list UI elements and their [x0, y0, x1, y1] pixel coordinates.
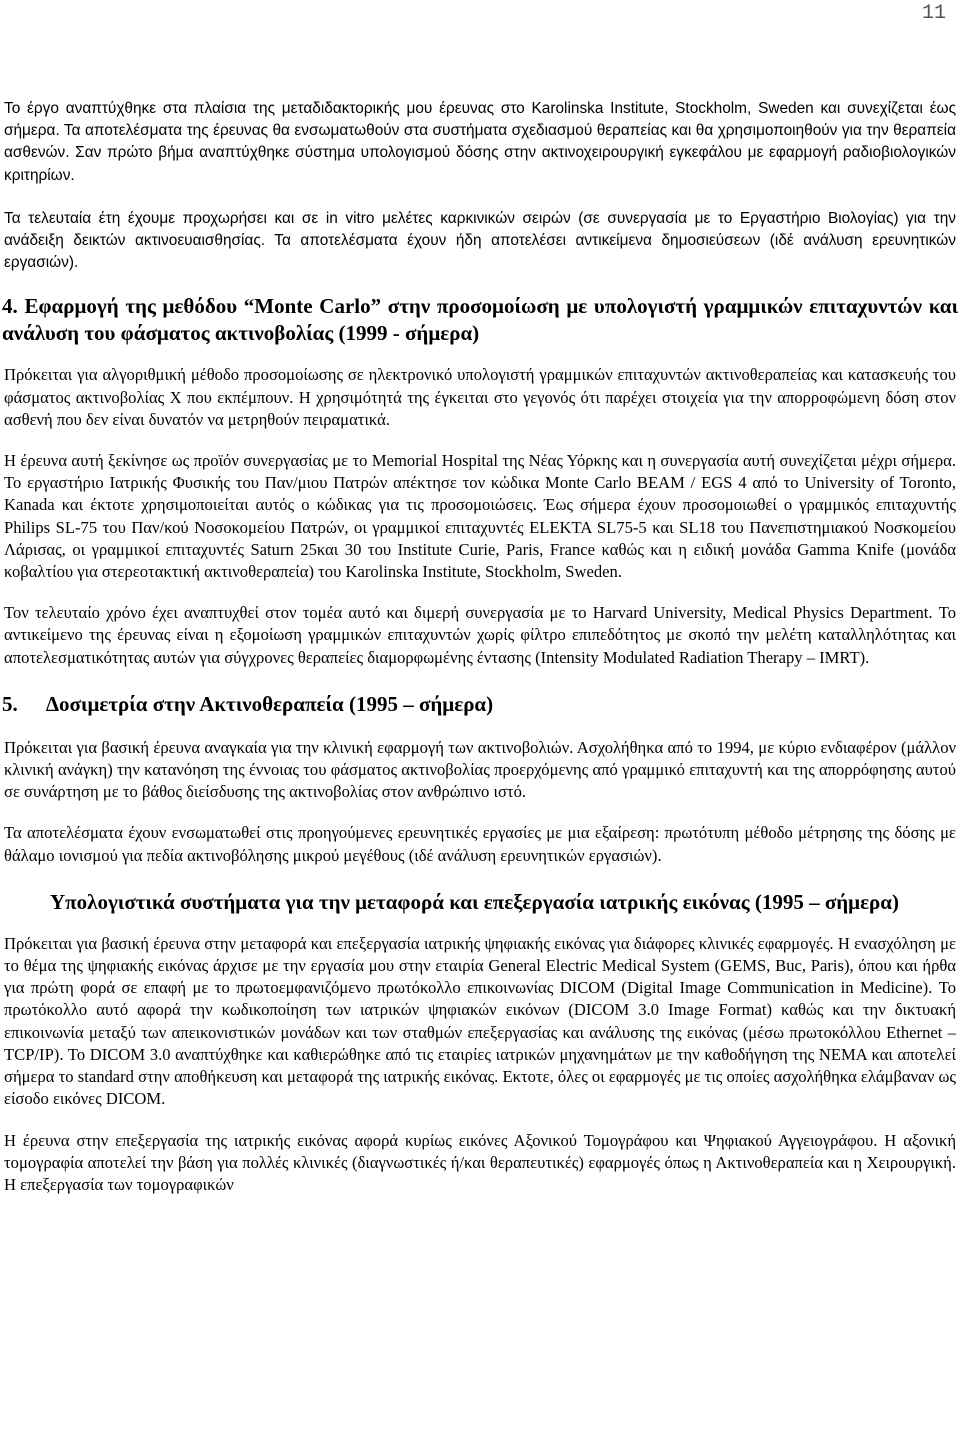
section-4-number: 4. [2, 294, 18, 319]
section-4-paragraph-3: Τον τελευταίο χρόνο έχει αναπτυχθεί στον τομέα αυτό και διμερή συνεργασία με το Harvard University, Medical Physics Department. Το αντικείμενο της έρευνας είναι η εξομοίωση γραμμικών επιταχυντών χωρίς φίλτρο επιπεδότητος με σκοπό την μελέτη καταλληλότητας και αποτελεσματικότητας αυτών για σύγχρονες θεραπείες διαμορφωμένης έντασης (Intensity Modulated Radiation Therapy – IMRT). [4, 603, 956, 667]
page-number: 11 [921, 2, 946, 25]
section-5-paragraph-2: Τα αποτελέσματα έχουν ενσωματωθεί στις προηγούμενες ερευνητικές εργασίες με μια εξαίρεση: πρωτότυπη μέθοδο μέτρησης της δόσης με θάλαμο ιονισμού για πεδία ακτινοβόλησης μικρού μεγέθους (ιδέ ανάλυση ερευνητικών εργασιών). [4, 823, 956, 865]
section-4-paragraph-2: Η έρευνα αυτή ξεκίνησε ως προϊόν συνεργασίας με το Memorial Hospital της Νέας Υόρκης και η συνεργασία αυτή συνεχίζεται μέχρι σήμερα. Το εργαστήριο Ιατρικής Φυσικής του Παν/μιου Πατρών απέκτησε τον κώδικα Monte Carlo BEAM / EGS 4 από το University of Toronto, Kanada και έκτοτε χρησιμοποιείται αυτός ο κώδικας για τις προσομοιώσεις. Έως σήμερα έχουν προσομοιωθεί ο γραμμικός επιταχυντής Philips SL-75 του Παν/κού Νοσοκομείου Πατρών, οι γραμμικοί επιταχυντές ELEKTA SL75-5 και SL18 του Πανεπιστημιακού Νοσκομείου Λάρισας, οι γραμμικοί επιταχυντές Saturn 25και 30 του Institute Curie, Paris, France καθώς και η ειδική μονάδα Gamma Knife (μονάδα κοβαλτίου για στερεοτακτική ακτινοθεραπεία) του Karolinska Institute, Stockholm, Sweden. [4, 451, 956, 582]
document-body [0, 98, 960, 1196]
intro-block [0, 98, 960, 274]
section-6-paragraph-1: Πρόκειται για βασική έρευνα στην μεταφορά και επεξεργασία ιατρικής ψηφιακής εικόνας για διάφορες κλινικές εφαρμογές. Η ενασχόληση με το θέμα της ψηφιακής εικόνας άρχισε με την εργασία μου στην εταιρία General Electric Medical System (GEMS, Buc, Paris), όπου και ήρθα για πρώτη φορά σε επαφή με το πρωτοεμφανιζόμενο πρωτόκολλο επικοινωνίας DICOM (Digital Image Communication in Medicine). Το πρωτόκολλο αυτό αφορά την κωδικοποίηση των ιατρικών ψηφιακών εικόνων (DICOM 3.0 Image Format) καθώς και την δικτυακή επικοινωνία μεταξύ των απεικονιστικών μονάδων και των σταθμών επεξεργασίας και ανάλυσης της εικόνας (μέσω πρωτοκόλλου Ethernet – TCP/IP). Το DICOM 3.0 αναπτύχθηκε και καθιερώθηκε από τις εταιρίες ιατρικών μηχανημάτων με την καθοδήγηση της NEMA και αποτελεί σήμερα το standard στην αποθήκευση και μεταφορά της ιατρικής εικόνας. Εκτοτε, όλες οι εφαρμογές με τις οποίες ασχολήθηκα ελάμβαναν ως είσοδο εικόνες DICOM. [4, 933, 956, 1109]
section-5-title: Δοσιμετρία στην Ακτινοθεραπεία (1995 – σήμερα) [45, 691, 494, 716]
section-5-number: 5. [2, 691, 18, 716]
intro-paragraph-1: Το έργο αναπτύχθηκε στα πλαίσια της μεταδιδακτορικής μου έρευνας στο Karolinska Institute, Stockholm, Sweden και συνεχίζεται έως σήμερα. Τα αποτελέσματα της έρευνας θα ενσωματωθούν στα συστήματα σχεδιασμού θεραπείας και θα χρησιμοποιηθούν για την θεραπεία ασθενών. Σαν πρώτο βήμα αναπτύχθηκε σύστημα υπολογισμού δόσης στην ακτινοχειρουργική εγκεφάλου με εφαρμογή ραδιοβιολογικών κριτηρίων. [4, 100, 956, 184]
intro-paragraph-2: Τα τελευταία έτη έχουμε προχωρήσει και σε in vitro μελέτες καρκινικών σειρών (σε συνεργασία με το Εργαστήριο Βιολογίας) για την ανάδειξη δεικτών ακτινοευαισθησίας. Τα αποτελέσματα έχουν ήδη αποτελέσει αντικείμενα δημοσιεύσεων (ιδέ ανάλυση ερευνητικών εργασιών). [4, 209, 956, 272]
section-6-title: Υπολογιστικά συστήματα για την μεταφορά και επεξεργασία ιατρικής εικόνας (1995 – σήμερα) [50, 889, 899, 914]
section-5-paragraph-1: Πρόκειται για βασική έρευνα αναγκαία για την κλινική εφαρμογή των ακτινοβολιών. Ασχολήθηκα από το 1994, με κύριο ενδιαφέρον (μάλλον κλινική ανάγκη) την κατανόηση της έννοιας του φάσματος ακτινοβολίας προερχόμενης από γραμμικό επιταχυντή και της απορρόφησης αυτού σε συνάρτηση με το βάθος διείσδυσης της ακτινοβολίας στον ανθρώπινο ιστό. [4, 737, 956, 802]
section-6-number [0, 889, 50, 916]
section-4-paragraph-1: Πρόκειται για αλγοριθμική μέθοδο προσομοίωσης σε ηλεκτρονικό υπολογιστή γραμμικών επιταχυντών ακτινοθεραπείας και κατασκευής του φάσματος ακτινοβολίας Χ που εκπέμπουν. Η χρησιμότητά της έγκειται στο γεγονός ότι παρέχει στοιχεία για την απορροφώμενη δόση στον ασθενή που δεν είναι δυνατόν να μετρηθούν πειραματικά. [4, 365, 956, 429]
section-6-heading [0, 889, 960, 916]
section-4-title: Εφαρμογή της μεθόδου “Monte Carlo” στην προσομοίωση με υπολογιστή γραμμικών επιταχυντών και ανάλυση του φάσματος ακτινοβολίας (1999 - σήμερα) [2, 294, 958, 346]
section-5-heading [0, 691, 960, 718]
section-4-heading [0, 293, 960, 347]
section-6-paragraph-2: Η έρευνα στην επεξεργασία της ιατρικής εικόνας αφορά κυρίως εικόνες Αξονικού Τομογράφου και Ψηφιακού Αγγειογράφου. Η αξονική τομογραφία αποτελεί την βάση για πολλές κλινικές (διαγνωστικές ή/και θεραπευτικές) εφαρμογές όπως η Ακτινοθεραπεία και η Χειρουργική. Η επεξεργασία των τομογραφικών [4, 1130, 956, 1194]
